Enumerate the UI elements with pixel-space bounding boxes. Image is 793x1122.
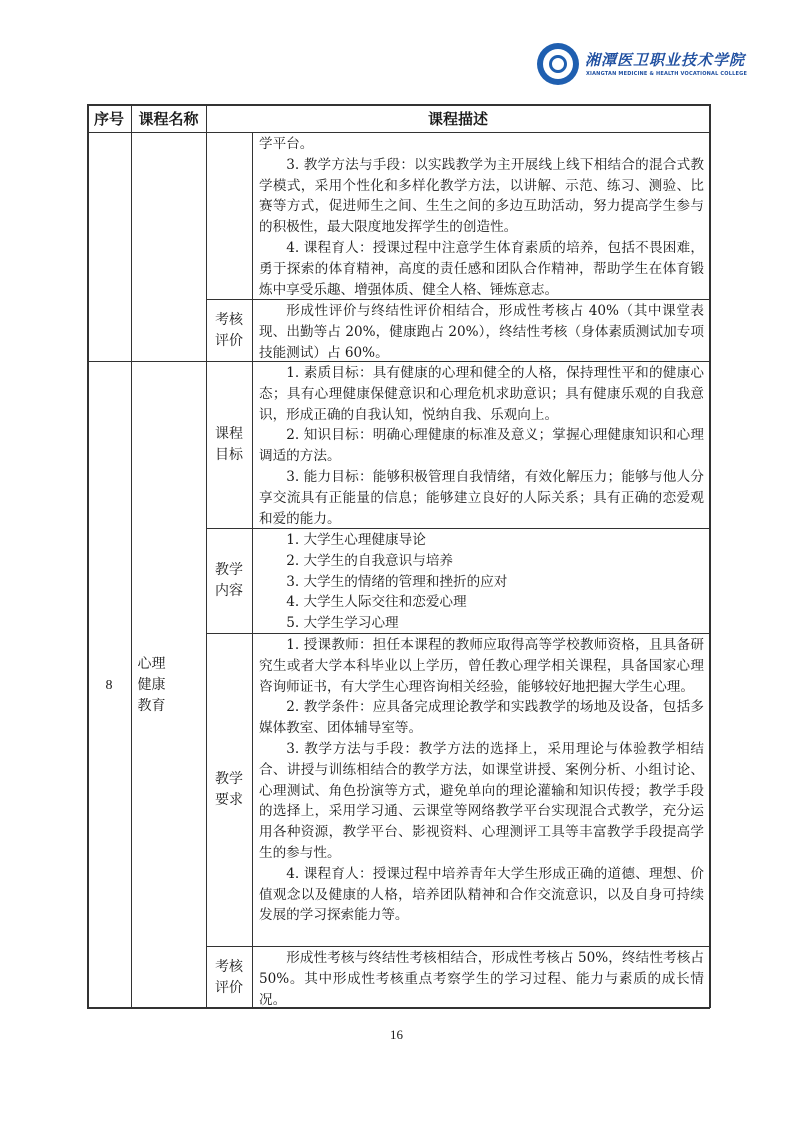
- college-logo: [537, 43, 777, 89]
- teaching-requirements-text: [252, 634, 710, 946]
- college-name-en: XIANGTAN MEDICINE & HEALTH VOCATIONAL COLLEGE: [586, 71, 748, 77]
- college-emblem-icon: [537, 43, 579, 85]
- content-item: 5. 大学生学习心理: [286, 615, 399, 632]
- content-item: 1. 大学生心理健康导论: [286, 532, 426, 548]
- teaching-content-label: 教学 内容: [215, 562, 243, 599]
- column-header-index: 序号: [93, 109, 124, 128]
- requirement-paragraph: 4. 课程育人：授课过程中培养青年大学生形成正确的道德、理想、价值观念以及健康的人格，培养团队精神和合作交流意识，以及自身可持续发展的学习探索能力等。: [259, 865, 704, 924]
- description-lead: 学平台。: [259, 136, 314, 152]
- course-goals-label: 课程 目标: [215, 426, 243, 463]
- assessment-label: 考核 评价: [215, 311, 243, 349]
- description-paragraph: 3. 教学方法与手段：以实践教学为主开展线上线下相结合的混合式教学模式，采用个性化和多样化教学方法，以讲解、示范、练习、测验、比赛等方式，促进师生之间、生生之间的多边互助活动，努力提高学生参与的积极性，最大限度地发挥学生的创造性。: [259, 156, 704, 236]
- content-item: 4. 大学生人际交往和恋爱心理: [286, 594, 467, 611]
- requirement-paragraph: 1. 授课教师：担任本课程的教师应取得高等学校教师资格，且具备研究生或者大学本科毕业以上学历，曾任教心理学相关课程，具备国家心理咨询师证书，有大学生心理咨询相关经验，能够较好地把握大学生心理。: [259, 637, 704, 695]
- description-paragraph: 4. 课程育人：授课过程中注意学生体育素质的培养，包括不畏困难，勇于探索的体育精神，高度的责任感和团队合作精神，帮助学生在体育锻炼中享受乐趣、增强体质、健全人格、锤炼意志。: [259, 239, 704, 298]
- continued-description-cell: [252, 133, 710, 299]
- course-name: 心理健康 教育: [137, 655, 166, 714]
- page-number: 16: [390, 1027, 403, 1042]
- teaching-content-list: [252, 529, 710, 633]
- content-item: 3. 大学生的情绪的管理和挫折的应对: [286, 573, 508, 590]
- goal-paragraph: 1. 素质目标：具有健康的心理和健全的人格，保持理性平和的健康心态；具有心理健康保健意识和心理危机求助意识；具有健康乐观的自我意识，形成正确的自我认知，悦纳自我、乐观向上。: [259, 365, 704, 423]
- college-name-cn: 湘潭医卫职业技术学院: [585, 51, 746, 69]
- course-index: 8: [105, 677, 113, 693]
- course-assessment-label: 考核 评价: [215, 958, 243, 996]
- course-table: [87, 104, 710, 1008]
- requirement-paragraph: 3. 教学方法与手段：教学方法的选择上，采用理论与体验教学相结合、讲授与训练相结合的教学方法，如课堂讲授、案例分析、小组讨论、心理测试、角色扮演等方式，避免单向的理论灌输和知识传授；教学手段的选择上，采用学习通、云课堂等网络教学平台实现混合式教学，充分运用各种资源，教学平台、影视资料、心理测评工具等丰富教学手段提高学生的参与性。: [259, 740, 704, 861]
- column-header-description: 课程描述: [427, 109, 488, 128]
- content-item: 2. 大学生的自我意识与培养: [286, 552, 454, 569]
- requirement-paragraph: 2. 教学条件：应具备完成理论教学和实践教学的场地及设备，包括多媒体教室、团体辅导室等。: [259, 699, 704, 737]
- column-header-course-name: 课程名称: [138, 109, 199, 128]
- course-goals-text: [252, 362, 710, 528]
- teaching-requirements-label: 教学 要求: [215, 771, 243, 808]
- goal-paragraph: 3. 能力目标：能够积极管理自我情绪，有效化解压力；能够与他人分享交流具有正能量的信息；能够建立良好的人际关系；具有正确的恋爱观和爱的能力。: [259, 468, 704, 527]
- goal-paragraph: 2. 知识目标：明确心理健康的标准及意义；掌握心理健康知识和心理调适的方法。: [259, 427, 704, 465]
- assessment-text: 形成性评价与终结性评价相结合，形成性考核占 40%（其中课堂表现、出勤等占 20%，健康跑占 20%），终结性考核（身体素质测试加专项技能测试）占 60%。: [259, 303, 704, 361]
- course-assessment-text: 形成性考核与终结性考核相结合，形成性考核占 50%，终结性考核占 50%。其中形成性考核重点考察学生的学习过程、能力与素质的成长情况。: [259, 950, 704, 1008]
